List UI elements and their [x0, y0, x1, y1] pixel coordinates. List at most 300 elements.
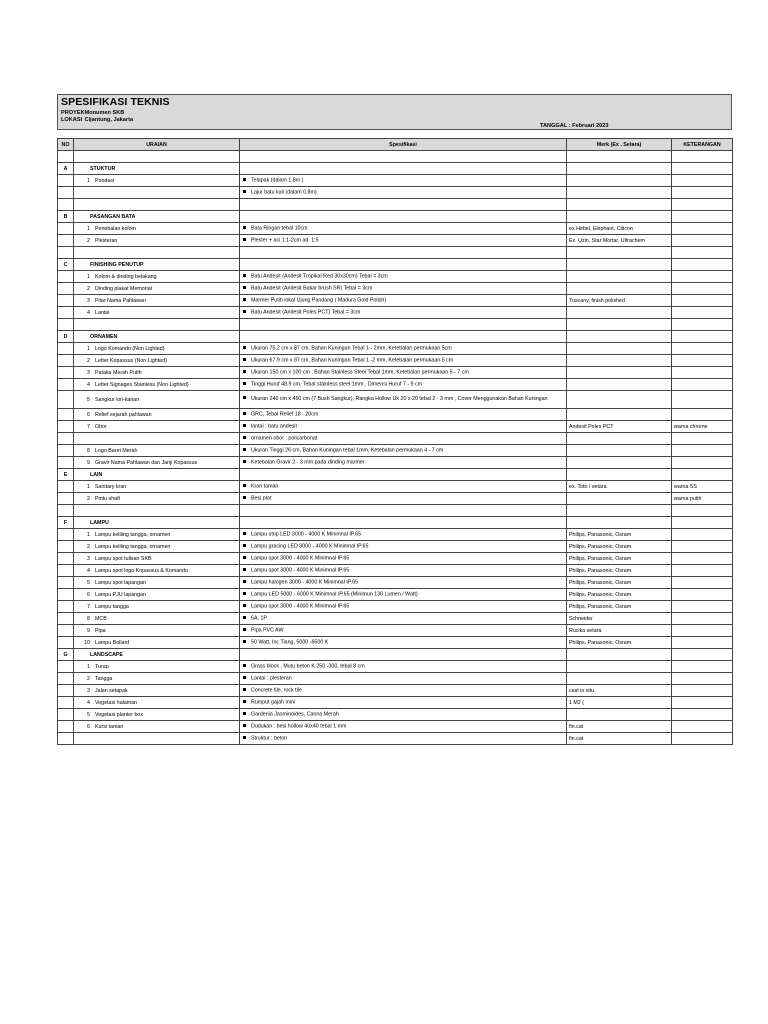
keterangan-cell	[672, 673, 733, 685]
item-description: Kursi taman	[95, 723, 124, 730]
uraian-cell	[74, 493, 240, 505]
keterangan-cell	[672, 613, 733, 625]
col-header-merk: Merk (Ex . Setara)	[567, 139, 672, 151]
item-description: Lampu spot lapangan	[95, 579, 146, 586]
proyek-label: PROYEK	[61, 110, 85, 116]
keterangan-cell	[672, 307, 733, 319]
empty-cell	[74, 199, 240, 211]
keterangan-cell	[672, 283, 733, 295]
merk-cell: ex.Hebel, Elephant, Citicon	[567, 223, 672, 235]
spec-text: Batu Andesit (Andesit Bakar brush SR) Tebal = 3cm	[251, 285, 373, 292]
uraian-cell	[74, 577, 240, 589]
item-description: Sangkur kiri-kanan	[95, 396, 140, 403]
spesifikasi-cell	[240, 613, 567, 625]
item-description: Pilar Nama Pahlawan	[95, 297, 146, 304]
empty-cell	[672, 151, 733, 163]
empty-cell	[58, 505, 74, 517]
item-description: Plesteran	[95, 237, 118, 244]
keterangan-cell: warna chrome	[672, 421, 733, 433]
empty-cell	[567, 469, 672, 481]
bullet-icon	[242, 345, 251, 351]
uraian-cell	[74, 187, 240, 199]
spec-text: Telapak (dalam 1.8m )	[251, 177, 304, 184]
table-row	[58, 355, 733, 367]
uraian-cell	[74, 391, 240, 409]
table-row	[58, 709, 733, 721]
empty-cell	[58, 223, 74, 235]
table-row	[58, 613, 733, 625]
keterangan-cell	[672, 391, 733, 409]
merk-cell: Philips, Panasonic, Osram	[567, 577, 672, 589]
item-number: 1	[87, 177, 90, 184]
empty-cell	[58, 187, 74, 199]
merk-cell: fin.cat	[567, 733, 672, 745]
keterangan-cell: warna SS	[672, 481, 733, 493]
keterangan-cell	[672, 685, 733, 697]
empty-cell	[58, 601, 74, 613]
item-number: 5	[87, 711, 90, 718]
uraian-cell	[74, 709, 240, 721]
item-description: Pipa	[95, 627, 106, 634]
spesifikasi-cell	[240, 625, 567, 637]
keterangan-cell	[672, 295, 733, 307]
spesifikasi-cell	[240, 283, 567, 295]
empty-cell	[240, 469, 567, 481]
bullet-icon	[242, 177, 251, 183]
empty-cell	[58, 577, 74, 589]
empty-cell	[240, 259, 567, 271]
empty-cell	[58, 565, 74, 577]
bullet-icon	[242, 447, 251, 453]
empty-cell	[240, 505, 567, 517]
lokasi-line	[61, 117, 133, 123]
item-description: Lampu Bollard	[95, 639, 130, 646]
item-description: Dinding plakat Memorial	[95, 285, 152, 292]
empty-cell	[58, 457, 74, 469]
merk-cell: Philips, Panasonic, Osram	[567, 601, 672, 613]
table-row	[58, 685, 733, 697]
merk-cell	[567, 343, 672, 355]
spec-text: Lampu spot 3000 - 4000 K Minimnal IP.65	[251, 567, 350, 574]
uraian-cell	[74, 613, 240, 625]
table-row	[58, 295, 733, 307]
item-number: 2	[87, 675, 90, 682]
empty-cell	[58, 379, 74, 391]
bullet-icon	[242, 555, 251, 561]
bullet-icon	[242, 687, 251, 693]
bullet-icon	[242, 639, 251, 645]
empty-cell	[58, 709, 74, 721]
spec-text: 6A, 1P	[251, 615, 267, 622]
empty-cell	[58, 283, 74, 295]
table-row	[58, 187, 733, 199]
spesifikasi-cell	[240, 529, 567, 541]
empty-cell	[74, 247, 240, 259]
merk-cell: Tuscany, finish polished	[567, 295, 672, 307]
empty-cell	[58, 685, 74, 697]
spesifikasi-cell	[240, 709, 567, 721]
section-title: LAMPU	[74, 517, 240, 529]
bullet-icon	[242, 297, 251, 303]
bullet-icon	[242, 663, 251, 669]
bullet-icon	[242, 237, 251, 243]
col-header-no: NO	[58, 139, 74, 151]
document-title: SPESIFIKASI TEKNIS	[61, 96, 170, 108]
empty-cell	[74, 505, 240, 517]
spec-text: Struktur : beton	[251, 735, 288, 742]
empty-cell	[240, 163, 567, 175]
table-row	[58, 625, 733, 637]
keterangan-cell	[672, 175, 733, 187]
spesifikasi-cell	[240, 481, 567, 493]
table-row	[58, 433, 733, 445]
table-row	[58, 733, 733, 745]
item-description: Lantai	[95, 309, 110, 316]
table-row	[58, 421, 733, 433]
spacer-row	[58, 505, 733, 517]
empty-cell	[240, 151, 567, 163]
keterangan-cell	[672, 367, 733, 379]
uraian-cell	[74, 589, 240, 601]
uraian-cell	[74, 685, 240, 697]
empty-cell	[567, 163, 672, 175]
keterangan-cell	[672, 577, 733, 589]
item-number: 2	[87, 543, 90, 550]
keterangan-cell	[672, 343, 733, 355]
uraian-cell	[74, 601, 240, 613]
empty-cell	[58, 295, 74, 307]
bullet-icon	[242, 603, 251, 609]
empty-cell	[58, 421, 74, 433]
uraian-cell	[74, 733, 240, 745]
empty-cell	[58, 673, 74, 685]
empty-cell	[58, 721, 74, 733]
spesifikasi-cell	[240, 433, 567, 445]
item-description: Obor	[95, 423, 107, 430]
empty-cell	[567, 151, 672, 163]
section-title: STUKTUR	[74, 163, 240, 175]
spesifikasi-cell	[240, 367, 567, 379]
empty-cell	[58, 613, 74, 625]
item-number: 3	[87, 555, 90, 562]
empty-cell	[58, 391, 74, 409]
uraian-cell	[74, 637, 240, 649]
merk-cell: Philips, Panasonic, Osram	[567, 553, 672, 565]
empty-cell	[240, 199, 567, 211]
item-description: Logo Komando (Non Lighted)	[95, 345, 165, 352]
empty-cell	[240, 247, 567, 259]
spec-text: Rumput gajah mini	[251, 699, 296, 706]
merk-cell	[567, 433, 672, 445]
empty-cell	[567, 247, 672, 259]
spesifikasi-cell	[240, 673, 567, 685]
merk-cell: cast in situ	[567, 685, 672, 697]
section-code: C	[58, 259, 74, 271]
item-number: 4	[87, 699, 90, 706]
empty-cell	[58, 247, 74, 259]
item-number: 1	[87, 345, 90, 352]
spec-text: Lantai : plesteran	[251, 675, 292, 682]
item-description: Pintu shaft	[95, 495, 121, 502]
keterangan-cell: warna putih	[672, 493, 733, 505]
item-number: 1	[87, 663, 90, 670]
merk-cell	[567, 673, 672, 685]
empty-cell	[58, 151, 74, 163]
merk-cell	[567, 457, 672, 469]
empty-cell	[567, 649, 672, 661]
bullet-icon	[242, 225, 251, 231]
uraian-cell	[74, 445, 240, 457]
table-row	[58, 589, 733, 601]
item-number: 6	[87, 411, 90, 418]
empty-cell	[74, 319, 240, 331]
section-row	[58, 331, 733, 343]
item-number: 4	[87, 381, 90, 388]
uraian-cell	[74, 625, 240, 637]
uraian-cell	[74, 307, 240, 319]
keterangan-cell	[672, 625, 733, 637]
item-number: 1	[87, 225, 90, 232]
empty-cell	[672, 469, 733, 481]
spec-text: Lampu strip LED 3000 - 4000 K Minimnal IP.65	[251, 531, 362, 538]
keterangan-cell	[672, 433, 733, 445]
spesifikasi-cell	[240, 589, 567, 601]
bullet-icon	[242, 189, 251, 195]
spec-text: Lampu spot 3000 - 4000 K Minimnal IP.65	[251, 603, 350, 610]
spesifikasi-cell	[240, 697, 567, 709]
uraian-cell	[74, 175, 240, 187]
section-code: D	[58, 331, 74, 343]
item-number: 4	[87, 309, 90, 316]
bullet-icon	[242, 483, 251, 489]
item-number: 1	[87, 273, 90, 280]
spec-text: Besi plat	[251, 495, 272, 502]
table-row	[58, 343, 733, 355]
item-description: Penebalan kolom	[95, 225, 136, 232]
uraian-cell	[74, 661, 240, 673]
empty-cell	[58, 433, 74, 445]
bullet-icon	[242, 369, 251, 375]
table-row	[58, 271, 733, 283]
spec-text: Lajur batu kali (dalam 0.8m)	[251, 189, 317, 196]
empty-cell	[58, 409, 74, 421]
table-row	[58, 175, 733, 187]
bullet-icon	[242, 459, 251, 465]
bullet-icon	[242, 591, 251, 597]
section-row	[58, 469, 733, 481]
merk-cell: Andesit Poles PCT	[567, 421, 672, 433]
merk-cell	[567, 187, 672, 199]
merk-cell: Schneider	[567, 613, 672, 625]
spesifikasi-cell	[240, 553, 567, 565]
keterangan-cell	[672, 661, 733, 673]
empty-cell	[240, 211, 567, 223]
uraian-cell	[74, 409, 240, 421]
empty-cell	[58, 697, 74, 709]
empty-cell	[672, 199, 733, 211]
spec-text: Gardenia Jasminoides, Canna Merah	[251, 711, 339, 718]
keterangan-cell	[672, 379, 733, 391]
merk-cell	[567, 307, 672, 319]
bullet-icon	[242, 411, 251, 417]
spesifikasi-cell	[240, 685, 567, 697]
spesifikasi-cell	[240, 721, 567, 733]
item-description: Lampu spot tulisan SKB	[95, 555, 152, 562]
bullet-icon	[242, 381, 251, 387]
section-row	[58, 163, 733, 175]
merk-cell	[567, 271, 672, 283]
spec-text: Pipa PVC AW	[251, 627, 284, 634]
merk-cell	[567, 445, 672, 457]
bullet-icon	[242, 735, 251, 741]
bullet-icon	[242, 711, 251, 717]
table-row	[58, 601, 733, 613]
spec-text: Batu Andesit (Andesit Tropikal Red 30x30cm) Tebal = 3cm	[251, 273, 388, 280]
uraian-cell	[74, 541, 240, 553]
spesifikasi-cell	[240, 421, 567, 433]
empty-cell	[74, 151, 240, 163]
item-description: Logo Baret Merah	[95, 447, 138, 454]
item-description: Relief sejarah pahlawan	[95, 411, 152, 418]
uraian-cell	[74, 271, 240, 283]
merk-cell: Philips, Panasonic, Osram	[567, 589, 672, 601]
merk-cell: Ex. Uzin, Star Mortar, Ultrachem	[567, 235, 672, 247]
keterangan-cell	[672, 355, 733, 367]
empty-cell	[58, 271, 74, 283]
uraian-cell	[74, 343, 240, 355]
keterangan-cell	[672, 601, 733, 613]
merk-cell: Rucika setara	[567, 625, 672, 637]
section-code: G	[58, 649, 74, 661]
bullet-icon	[242, 675, 251, 681]
uraian-cell	[74, 481, 240, 493]
table-row	[58, 223, 733, 235]
item-description: Lampu tangga	[95, 603, 129, 610]
spesifikasi-cell	[240, 307, 567, 319]
merk-cell: Philips, Panasonic, Osram	[567, 529, 672, 541]
empty-cell	[58, 307, 74, 319]
item-description: Tangga	[95, 675, 113, 682]
spec-text: Grass block , Mutu beton K 250 -300, tebal 8 cm	[251, 663, 365, 670]
empty-cell	[567, 319, 672, 331]
keterangan-cell	[672, 235, 733, 247]
item-description: Pondasi	[95, 177, 115, 184]
table-row	[58, 697, 733, 709]
empty-cell	[58, 637, 74, 649]
spesifikasi-cell	[240, 175, 567, 187]
merk-cell	[567, 175, 672, 187]
section-row	[58, 259, 733, 271]
spec-text: Batu Andesit (Andesit Poles PCT) Tebal = 3cm	[251, 309, 361, 316]
spacer-row	[58, 247, 733, 259]
spesifikasi-cell	[240, 493, 567, 505]
spesifikasi-cell	[240, 295, 567, 307]
merk-cell	[567, 379, 672, 391]
lokasi-value: Cijantung, Jakarta	[84, 117, 134, 123]
item-number: 3	[87, 369, 90, 376]
spec-text: Kran taman	[251, 483, 279, 490]
empty-cell	[672, 649, 733, 661]
item-description: Gravir Nama Pahlawan dan Janji Kopassus	[95, 459, 198, 466]
uraian-cell	[74, 295, 240, 307]
item-number: 9	[87, 459, 90, 466]
merk-cell: 1 M2 (	[567, 697, 672, 709]
empty-cell	[567, 505, 672, 517]
item-description: Turap	[95, 663, 109, 670]
empty-cell	[58, 235, 74, 247]
empty-cell	[58, 541, 74, 553]
bullet-icon	[242, 495, 251, 501]
table-header-row	[58, 139, 733, 151]
spesifikasi-cell	[240, 235, 567, 247]
spesifikasi-cell	[240, 601, 567, 613]
empty-cell	[58, 733, 74, 745]
merk-cell: ex. Toto / setara	[567, 481, 672, 493]
keterangan-cell	[672, 457, 733, 469]
empty-cell	[567, 199, 672, 211]
item-number: 10	[84, 639, 90, 646]
empty-cell	[240, 517, 567, 529]
table-body	[58, 151, 733, 745]
empty-cell	[672, 247, 733, 259]
keterangan-cell	[672, 445, 733, 457]
spec-table	[57, 138, 733, 745]
item-description: Sanitary kran	[95, 483, 127, 490]
uraian-cell	[74, 223, 240, 235]
spec-text: Ukuran 75.2 cm x 87 cm, Bahan Kuningan Tebal 1 - 2mm, Ketebalan permukaan 5cm	[251, 345, 452, 352]
table-row	[58, 637, 733, 649]
document-header	[57, 94, 732, 130]
col-header-spesifikasi: Spesifikasi	[240, 139, 567, 151]
table-row	[58, 661, 733, 673]
uraian-cell	[74, 421, 240, 433]
table-row	[58, 493, 733, 505]
merk-cell: fin.cat	[567, 721, 672, 733]
tanggal-label: TANGGAL : Februari 2023	[540, 123, 609, 129]
item-number: 6	[87, 723, 90, 730]
spesifikasi-cell	[240, 637, 567, 649]
section-code: B	[58, 211, 74, 223]
empty-cell	[672, 259, 733, 271]
table-row	[58, 409, 733, 421]
item-description: Vegetasi halaman	[95, 699, 138, 706]
keterangan-cell	[672, 409, 733, 421]
item-number: 3	[87, 687, 90, 694]
merk-cell	[567, 355, 672, 367]
keterangan-cell	[672, 721, 733, 733]
empty-cell	[672, 163, 733, 175]
spesifikasi-cell	[240, 271, 567, 283]
spesifikasi-cell	[240, 379, 567, 391]
keterangan-cell	[672, 637, 733, 649]
bullet-icon	[242, 579, 251, 585]
keterangan-cell	[672, 709, 733, 721]
empty-cell	[58, 589, 74, 601]
uraian-cell	[74, 379, 240, 391]
spec-text: Ukuran 150 cm x 100 cm , Bahan Stainless Steel Tebal 1mm, Ketebalan permukaan 5 - 7 cm	[251, 369, 469, 376]
table-row	[58, 445, 733, 457]
bullet-icon	[242, 357, 251, 363]
section-title: LANDSCAPE	[74, 649, 240, 661]
empty-cell	[672, 517, 733, 529]
spec-text: Lampu spot 3000 - 4000 K Minimnal IP.65	[251, 555, 350, 562]
item-description: Letter Signages Stainless (Non Lighted)	[95, 381, 189, 388]
bullet-icon	[242, 309, 251, 315]
uraian-cell	[74, 721, 240, 733]
item-description: Vegetasi planter box	[95, 711, 144, 718]
merk-cell: Philips, Panasonic, Osram	[567, 565, 672, 577]
item-number: 2	[87, 495, 90, 502]
